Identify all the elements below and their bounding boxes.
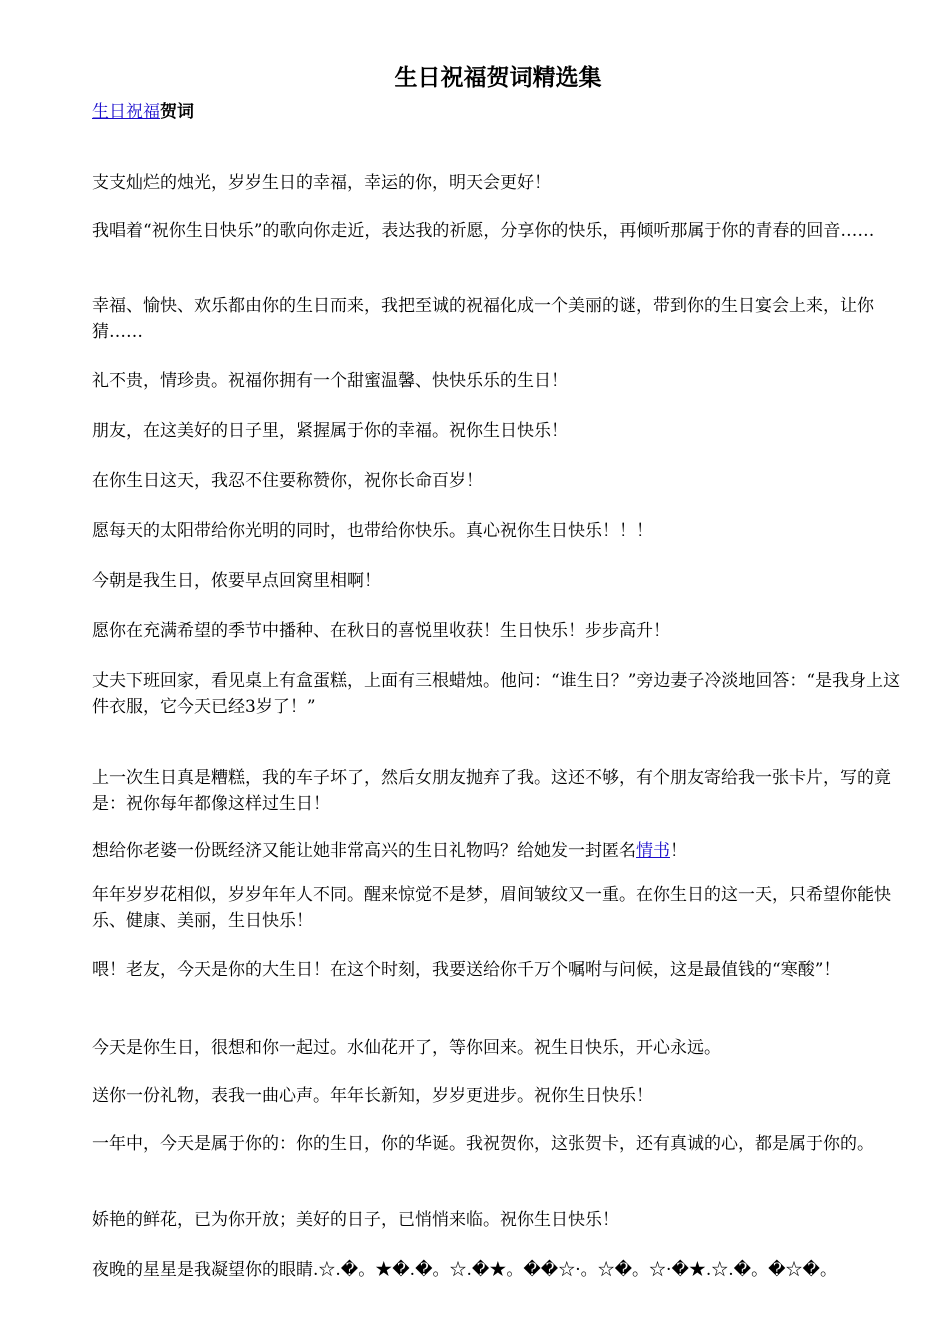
paragraph: 一年中，今天是属于你的：你的生日，你的华诞。我祝贺你，这张贺卡，还有真诚的心，都是属于你的。: [92, 1134, 874, 1154]
paragraph: 送你一份礼物，表我一曲心声。年年长新知，岁岁更进步。祝你生日快乐！: [92, 1086, 653, 1106]
paragraph: 在你生日这天，我忍不住要称赞你，祝你长命百岁！: [92, 471, 483, 491]
paragraph: 娇艳的鲜花，已为你开放；美好的日子，已悄悄来临。祝你生日快乐！: [92, 1210, 619, 1230]
paragraph: 支支灿烂的烛光，岁岁生日的幸福，幸运的你，明天会更好！: [92, 173, 551, 193]
paragraph: 丈夫下班回家，看见桌上有盒蛋糕，上面有三根蜡烛。他问：“谁生日？”旁边妻子冷淡地回答：“是我身上这件衣服，它今天已经3岁了！”: [92, 671, 901, 717]
paragraph-with-link: [92, 838, 904, 864]
paragraph: 年年岁岁花相似，岁岁年年人不同。醒来惊觉不是梦，眉间皱纹又一重。在你生日的这一天，只希望你能快乐、健康、美丽，生日快乐！: [92, 885, 891, 931]
paragraph: 今朝是我生日，侬要早点回窝里相啊！: [92, 571, 381, 591]
love-letter-link[interactable]: 情书: [636, 841, 670, 861]
subtitle: [92, 100, 194, 124]
paragraph: 幸福、愉快、欢乐都由你的生日而来，我把至诚的祝福化成一个美丽的谜，带到你的生日宴会上来，让你猜……: [92, 296, 874, 342]
subtitle-link[interactable]: 生日祝福: [92, 102, 160, 122]
paragraph: 愿每天的太阳带给你光明的同时，也带给你快乐。真心祝你生日快乐！！！: [92, 521, 653, 541]
paragraph-text: 想给你老婆一份既经济又能让她非常高兴的生日礼物吗？给她发一封匿名: [92, 841, 636, 861]
subtitle-suffix: 贺词: [160, 102, 194, 122]
paragraph: 我唱着“祝你生日快乐”的歌向你走近，表达我的祈愿，分享你的快乐，再倾听那属于你的青春的回音……: [92, 221, 875, 241]
document-title: 生日祝福贺词精选集: [394, 65, 602, 91]
paragraph: 上一次生日真是糟糕，我的车子坏了，然后女朋友抛弃了我。这还不够，有个朋友寄给我一张卡片，写的竟是：祝你每年都像这样过生日！: [92, 768, 891, 814]
paragraph: 夜晚的星星是我凝望你的眼睛.☆.�。★�.�。☆.�★。��☆·。☆�。☆·�★.☆.�。�☆�。: [92, 1260, 837, 1280]
paragraph-text: ！: [670, 841, 687, 861]
paragraph: 礼不贵，情珍贵。祝福你拥有一个甜蜜温馨、快快乐乐的生日！: [92, 371, 568, 391]
paragraph: 愿你在充满希望的季节中播种、在秋日的喜悦里收获！生日快乐！步步高升！: [92, 621, 670, 641]
paragraph: 喂！老友，今天是你的大生日！在这个时刻，我要送给你千万个嘱咐与问候，这是最值钱的“寒酸”！: [92, 960, 841, 980]
paragraph: 朋友，在这美好的日子里，紧握属于你的幸福。祝你生日快乐！: [92, 421, 568, 441]
paragraph: 今天是你生日，很想和你一起过。水仙花开了，等你回来。祝生日快乐，开心永远。: [92, 1038, 721, 1058]
